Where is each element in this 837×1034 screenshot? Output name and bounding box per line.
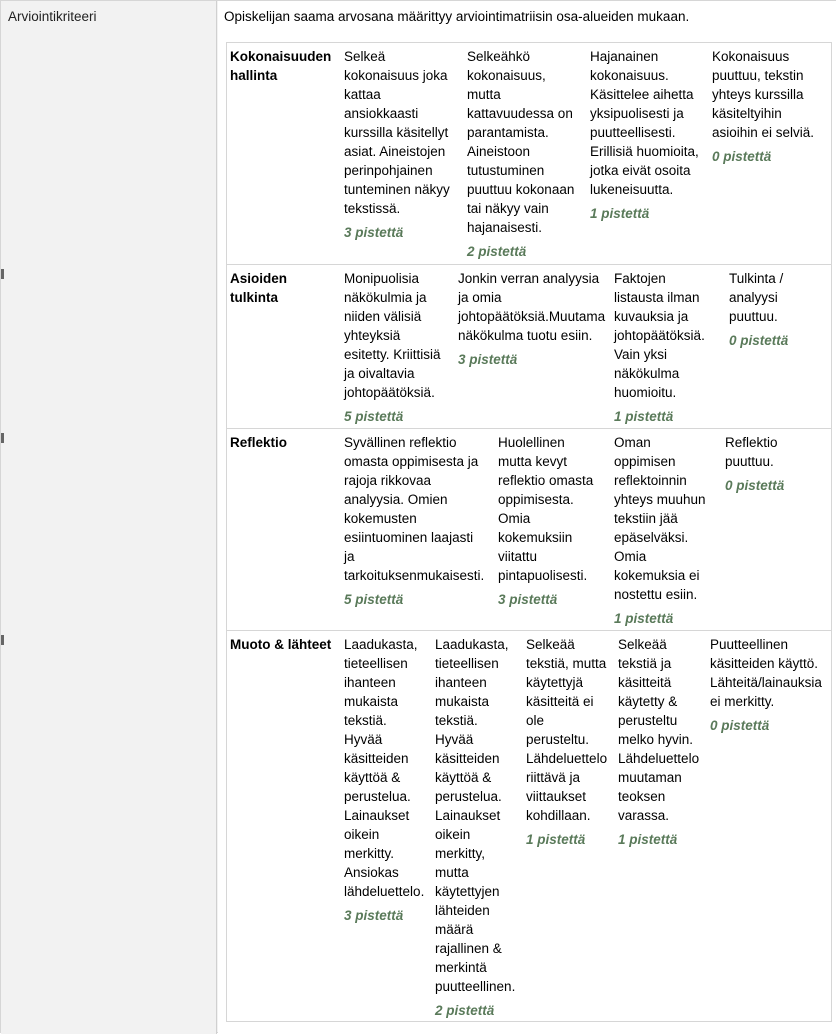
row-marker	[1, 269, 4, 279]
level-cell[interactable]	[526, 635, 616, 849]
rubric-row	[227, 264, 831, 428]
level-description: Oman oppimisen reflektoinnin yhteys muuhun tekstiin jää epäselväksi. Omia kokemuksia ei nostettu esiin.	[614, 435, 706, 602]
level-points: 1 pistettä	[614, 409, 674, 424]
label-cell	[1, 1, 217, 1034]
level-points: 5 pistettä	[344, 592, 404, 607]
level-cell[interactable]	[618, 635, 708, 849]
content-cell	[218, 1, 837, 1034]
level-points: 2 pistettä	[435, 1003, 495, 1018]
level-description: Reflektio puuttuu.	[725, 435, 778, 469]
level-description: Jonkin verran analyysia ja omia johtopäätöksiä.Muutama näkökulma tuotu esiin.	[458, 271, 606, 343]
level-points: 1 pistettä	[618, 832, 678, 847]
level-cell[interactable]	[344, 433, 496, 609]
level-description: Kokonaisuus puuttuu, tekstin yhteys kurssilla käsiteltyihin asioihin ei selviä.	[712, 49, 815, 140]
criterion-label: Muoto & lähteet	[230, 637, 332, 652]
level-cell[interactable]	[725, 433, 829, 495]
level-points: 2 pistettä	[467, 244, 527, 259]
level-points: 1 pistettä	[526, 832, 586, 847]
level-description: Tulkinta / analyysi puuttuu.	[729, 271, 784, 324]
level-cell[interactable]	[710, 635, 830, 735]
level-description: Monipuolisia näkökulmia ja niiden välisiä yhteyksiä esitetty. Kriittisiä ja oivaltavia johtopäätöksiä.	[344, 271, 441, 400]
level-description: Laadukasta, tieteellisen ihanteen mukaista tekstiä. Hyvää käsitteiden käyttöä & perustelua. Lainaukset oikein merkitty, mutta käytettyjen lähteiden määrä rajallinen & merkintä puutteellinen.	[435, 637, 516, 994]
level-points: 3 pistettä	[344, 225, 404, 240]
level-points: 3 pistettä	[344, 908, 404, 923]
criterion-label: Asioiden tulkinta	[230, 271, 288, 305]
level-points: 0 pistettä	[712, 149, 772, 164]
level-cell[interactable]	[344, 635, 433, 925]
level-cell[interactable]	[498, 433, 610, 609]
level-cell[interactable]	[467, 47, 587, 261]
level-cell[interactable]	[729, 269, 829, 350]
level-cell[interactable]	[614, 269, 727, 426]
level-cell[interactable]	[344, 47, 464, 242]
rubric-row	[227, 630, 831, 1021]
level-description: Hajanainen kokonaisuus. Käsittelee aihetta yksipuolisesti ja puutteellisesti. Erillisiä huomioita, jotka eivät osoita lukeneisuutta.	[590, 49, 699, 197]
level-points: 1 pistettä	[614, 611, 674, 626]
rubric-row	[227, 43, 831, 264]
level-cell[interactable]	[590, 47, 710, 223]
level-description: Selkeää tekstiä ja käsitteitä käytetty & perusteltu melko hyvin. Lähdeluettelo muutaman teoksen varassa.	[618, 637, 700, 823]
row-marker	[1, 635, 4, 645]
level-description: Huolellinen mutta kevyt reflektio omasta oppimisesta. Omia kokemuksiin viitattu pintapuolisesti.	[498, 435, 594, 583]
level-cell[interactable]	[458, 269, 614, 369]
level-cell[interactable]	[614, 433, 724, 628]
level-points: 0 pistettä	[729, 333, 789, 348]
rubric-row	[227, 428, 831, 630]
level-description: Laadukasta, tieteellisen ihanteen mukaista tekstiä. Hyvää käsitteiden käyttöä & perustelua. Lainaukset oikein merkitty. Ansiokas lähdeluettelo.	[344, 637, 425, 899]
level-points: 3 pistettä	[458, 352, 518, 367]
level-points: 1 pistettä	[590, 206, 650, 221]
level-points: 0 pistettä	[710, 718, 770, 733]
level-cell[interactable]	[435, 635, 524, 1020]
level-points: 3 pistettä	[498, 592, 558, 607]
criterion-label: Kokonaisuuden hallinta	[230, 49, 332, 83]
level-description: Faktojen listausta ilman kuvauksia ja johtopäätöksiä. Vain yksi näkökulma huomioitu.	[614, 271, 705, 400]
level-description: Selkeähkö kokonaisuus, mutta kattavuudessa on parantamista. Aineistoon tutustuminen puuttuu kokonaan tai näkyy vain hajanaisesti.	[467, 49, 575, 235]
criterion-label: Reflektio	[230, 435, 288, 450]
level-points: 5 pistettä	[344, 409, 404, 424]
level-description: Syvällinen reflektio omasta oppimisesta ja rajoja rikkovaa analyysia. Omien kokemusten esiintuominen laajasti ja tarkoituksenmukaisesti.	[344, 435, 485, 583]
rubric-table	[226, 42, 832, 1022]
level-description: Selkeä kokonaisuus joka kattaa ansiokkaasti kurssilla käsitellyt asiat. Aineistojen perinpohjainen tunteminen näkyy tekstissä.	[344, 49, 450, 216]
level-cell[interactable]	[712, 47, 830, 166]
intro-text: Opiskelijan saama arvosana määrittyy arviointimatriisin osa-alueiden mukaan.	[224, 9, 690, 24]
level-description: Selkeää tekstiä, mutta käytettyjä käsitteitä ei ole perusteltu. Lähdeluettelo riittävä ja viittaukset kohdillaan.	[526, 637, 608, 823]
level-description: Puutteellinen käsitteiden käyttö. Lähteitä/lainauksia ei merkitty.	[710, 637, 822, 709]
criteria-label: Arviointikriteeri	[8, 9, 97, 24]
row-marker	[1, 433, 4, 443]
level-points: 0 pistettä	[725, 478, 785, 493]
level-cell[interactable]	[344, 269, 456, 426]
